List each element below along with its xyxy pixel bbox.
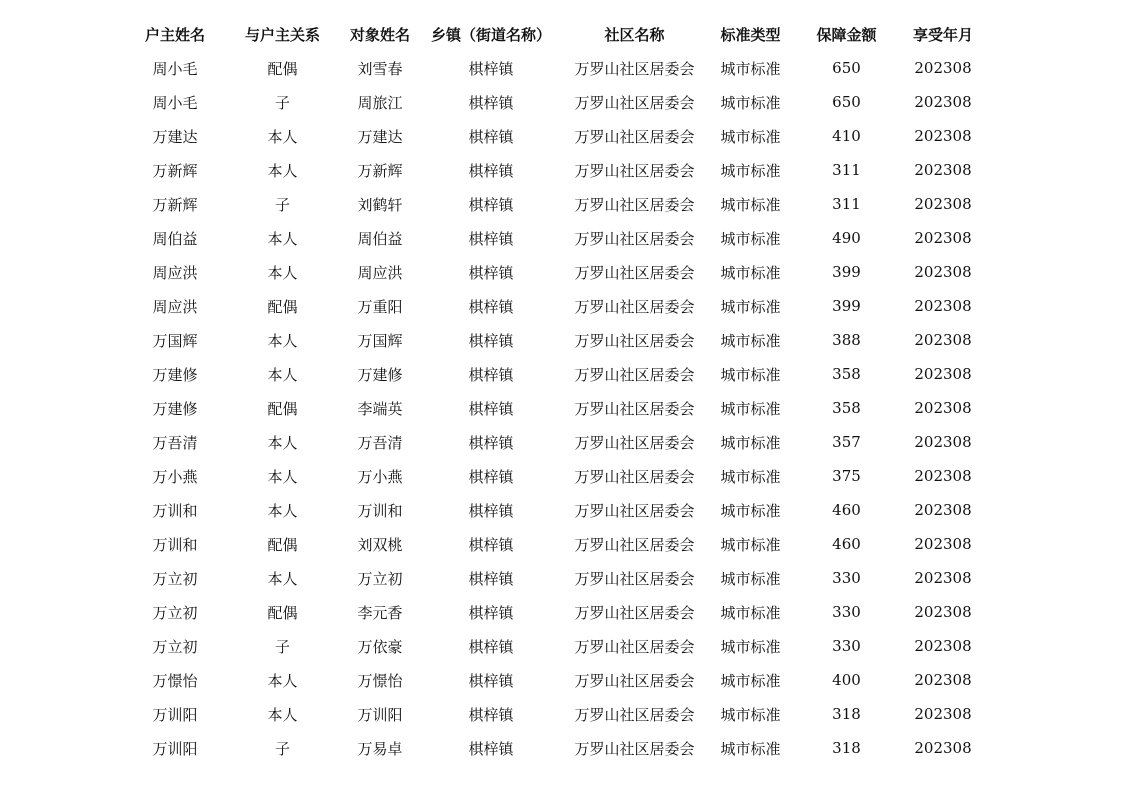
amount-cell: 330 (832, 637, 861, 655)
community-cell: 万罗山社区居委会 (574, 637, 695, 656)
table-row (125, 493, 987, 527)
relationship-cell: 本人 (267, 127, 298, 146)
header-amount: 保障金额 (816, 25, 877, 44)
month-cell: 202308 (914, 399, 972, 417)
amount-cell: 311 (832, 195, 861, 213)
table-row (125, 425, 987, 459)
header-recipient-name: 对象姓名 (349, 25, 410, 44)
document-sheet (125, 17, 987, 765)
householder-name-cell: 周小毛 (152, 93, 198, 112)
table-row (125, 357, 987, 391)
recipient-name-cell: 万训阳 (357, 705, 403, 724)
table-row (125, 323, 987, 357)
amount-cell: 399 (832, 263, 861, 281)
table-row (125, 51, 987, 85)
recipient-name-cell: 李元香 (357, 603, 403, 622)
community-cell: 万罗山社区居委会 (574, 705, 695, 724)
relationship-cell: 本人 (267, 263, 298, 282)
relationship-cell: 配偶 (267, 297, 298, 316)
month-cell: 202308 (914, 229, 972, 247)
recipient-name-cell: 周旅江 (357, 93, 403, 112)
amount-cell: 318 (832, 739, 861, 757)
standard-type-cell: 城市标准 (720, 501, 781, 520)
amount-cell: 460 (832, 501, 861, 519)
recipient-name-cell: 刘雪春 (357, 59, 403, 78)
community-cell: 万罗山社区居委会 (574, 433, 695, 452)
township-cell: 棋梓镇 (468, 671, 514, 690)
amount-cell: 358 (832, 365, 861, 383)
community-cell: 万罗山社区居委会 (574, 467, 695, 486)
householder-name-cell: 万建修 (152, 399, 198, 418)
table-row (125, 561, 987, 595)
table-row (125, 527, 987, 561)
recipient-name-cell: 万易卓 (357, 739, 403, 758)
relationship-cell: 本人 (267, 501, 298, 520)
community-cell: 万罗山社区居委会 (574, 535, 695, 554)
table-row (125, 731, 987, 765)
month-cell: 202308 (914, 365, 972, 383)
community-cell: 万罗山社区居委会 (574, 399, 695, 418)
recipient-name-cell: 刘双桃 (357, 535, 403, 554)
township-cell: 棋梓镇 (468, 603, 514, 622)
township-cell: 棋梓镇 (468, 229, 514, 248)
recipient-name-cell: 万建修 (357, 365, 403, 384)
standard-type-cell: 城市标准 (720, 399, 781, 418)
relationship-cell: 配偶 (267, 59, 298, 78)
month-cell: 202308 (914, 59, 972, 77)
householder-name-cell: 周小毛 (152, 59, 198, 78)
standard-type-cell: 城市标准 (720, 161, 781, 180)
community-cell: 万罗山社区居委会 (574, 195, 695, 214)
table-row (125, 663, 987, 697)
table-row (125, 85, 987, 119)
amount-cell: 650 (832, 93, 861, 111)
recipient-name-cell: 周伯益 (357, 229, 403, 248)
relationship-cell: 子 (274, 637, 290, 656)
relationship-cell: 本人 (267, 467, 298, 486)
householder-name-cell: 万训阳 (152, 705, 198, 724)
standard-type-cell: 城市标准 (720, 297, 781, 316)
standard-type-cell: 城市标准 (720, 195, 781, 214)
month-cell: 202308 (914, 671, 972, 689)
relationship-cell: 本人 (267, 705, 298, 724)
community-cell: 万罗山社区居委会 (574, 297, 695, 316)
recipient-name-cell: 万小燕 (357, 467, 403, 486)
community-cell: 万罗山社区居委会 (574, 93, 695, 112)
relationship-cell: 子 (274, 195, 290, 214)
standard-type-cell: 城市标准 (720, 603, 781, 622)
community-cell: 万罗山社区居委会 (574, 331, 695, 350)
table-row (125, 119, 987, 153)
table-row (125, 391, 987, 425)
relationship-cell: 本人 (267, 365, 298, 384)
month-cell: 202308 (914, 603, 972, 621)
recipient-name-cell: 万国辉 (357, 331, 403, 350)
householder-name-cell: 万吾清 (152, 433, 198, 452)
community-cell: 万罗山社区居委会 (574, 127, 695, 146)
householder-name-cell: 万训阳 (152, 739, 198, 758)
table-row (125, 289, 987, 323)
householder-name-cell: 万国辉 (152, 331, 198, 350)
recipient-name-cell: 万新辉 (357, 161, 403, 180)
community-cell: 万罗山社区居委会 (574, 739, 695, 758)
township-cell: 棋梓镇 (468, 127, 514, 146)
relationship-cell: 子 (274, 93, 290, 112)
standard-type-cell: 城市标准 (720, 93, 781, 112)
community-cell: 万罗山社区居委会 (574, 603, 695, 622)
township-cell: 棋梓镇 (468, 705, 514, 724)
householder-name-cell: 万立初 (152, 637, 198, 656)
township-cell: 棋梓镇 (468, 161, 514, 180)
township-cell: 棋梓镇 (468, 93, 514, 112)
community-cell: 万罗山社区居委会 (574, 671, 695, 690)
table-row (125, 459, 987, 493)
header-standard-type: 标准类型 (720, 25, 781, 44)
standard-type-cell: 城市标准 (720, 263, 781, 282)
relationship-cell: 本人 (267, 161, 298, 180)
standard-type-cell: 城市标准 (720, 569, 781, 588)
amount-cell: 330 (832, 603, 861, 621)
township-cell: 棋梓镇 (468, 365, 514, 384)
relationship-cell: 本人 (267, 671, 298, 690)
standard-type-cell: 城市标准 (720, 467, 781, 486)
householder-name-cell: 万憬怡 (152, 671, 198, 690)
table-row (125, 255, 987, 289)
township-cell: 棋梓镇 (468, 637, 514, 656)
amount-cell: 410 (832, 127, 861, 145)
month-cell: 202308 (914, 433, 972, 451)
township-cell: 棋梓镇 (468, 739, 514, 758)
householder-name-cell: 万新辉 (152, 195, 198, 214)
recipient-name-cell: 李端英 (357, 399, 403, 418)
relationship-cell: 本人 (267, 433, 298, 452)
householder-name-cell: 周应洪 (152, 263, 198, 282)
amount-cell: 311 (832, 161, 861, 179)
standard-type-cell: 城市标准 (720, 365, 781, 384)
standard-type-cell: 城市标准 (720, 331, 781, 350)
householder-name-cell: 万训和 (152, 501, 198, 520)
householder-name-cell: 周应洪 (152, 297, 198, 316)
community-cell: 万罗山社区居委会 (574, 59, 695, 78)
standard-type-cell: 城市标准 (720, 127, 781, 146)
relationship-cell: 本人 (267, 229, 298, 248)
relationship-cell: 配偶 (267, 535, 298, 554)
header-month: 享受年月 (912, 25, 973, 44)
householder-name-cell: 周伯益 (152, 229, 198, 248)
township-cell: 棋梓镇 (468, 535, 514, 554)
month-cell: 202308 (914, 297, 972, 315)
table-row (125, 153, 987, 187)
recipient-name-cell: 万重阳 (357, 297, 403, 316)
recipient-name-cell: 万训和 (357, 501, 403, 520)
assistance-table (125, 17, 987, 765)
amount-cell: 490 (832, 229, 861, 247)
table-row (125, 187, 987, 221)
township-cell: 棋梓镇 (468, 195, 514, 214)
month-cell: 202308 (914, 93, 972, 111)
township-cell: 棋梓镇 (468, 331, 514, 350)
standard-type-cell: 城市标准 (720, 671, 781, 690)
relationship-cell: 本人 (267, 569, 298, 588)
header-householder-name: 户主姓名 (144, 25, 205, 44)
amount-cell: 460 (832, 535, 861, 553)
month-cell: 202308 (914, 535, 972, 553)
month-cell: 202308 (914, 195, 972, 213)
amount-cell: 400 (832, 671, 861, 689)
householder-name-cell: 万立初 (152, 569, 198, 588)
table-row (125, 221, 987, 255)
standard-type-cell: 城市标准 (720, 433, 781, 452)
householder-name-cell: 万建修 (152, 365, 198, 384)
relationship-cell: 配偶 (267, 603, 298, 622)
relationship-cell: 本人 (267, 331, 298, 350)
township-cell: 棋梓镇 (468, 399, 514, 418)
recipient-name-cell: 万立初 (357, 569, 403, 588)
table-row (125, 595, 987, 629)
amount-cell: 318 (832, 705, 861, 723)
table-header-row (125, 17, 987, 51)
amount-cell: 399 (832, 297, 861, 315)
community-cell: 万罗山社区居委会 (574, 501, 695, 520)
community-cell: 万罗山社区居委会 (574, 365, 695, 384)
standard-type-cell: 城市标准 (720, 637, 781, 656)
recipient-name-cell: 周应洪 (357, 263, 403, 282)
township-cell: 棋梓镇 (468, 501, 514, 520)
month-cell: 202308 (914, 501, 972, 519)
standard-type-cell: 城市标准 (720, 535, 781, 554)
amount-cell: 330 (832, 569, 861, 587)
recipient-name-cell: 万吾清 (357, 433, 403, 452)
householder-name-cell: 万训和 (152, 535, 198, 554)
standard-type-cell: 城市标准 (720, 705, 781, 724)
township-cell: 棋梓镇 (468, 297, 514, 316)
recipient-name-cell: 万憬怡 (357, 671, 403, 690)
header-township: 乡镇（街道名称） (430, 25, 551, 44)
amount-cell: 650 (832, 59, 861, 77)
amount-cell: 357 (832, 433, 861, 451)
relationship-cell: 子 (274, 739, 290, 758)
relationship-cell: 配偶 (267, 399, 298, 418)
month-cell: 202308 (914, 739, 972, 757)
householder-name-cell: 万立初 (152, 603, 198, 622)
township-cell: 棋梓镇 (468, 433, 514, 452)
month-cell: 202308 (914, 569, 972, 587)
recipient-name-cell: 刘鹤轩 (357, 195, 403, 214)
header-community: 社区名称 (604, 25, 665, 44)
recipient-name-cell: 万依豪 (357, 637, 403, 656)
township-cell: 棋梓镇 (468, 467, 514, 486)
township-cell: 棋梓镇 (468, 569, 514, 588)
month-cell: 202308 (914, 637, 972, 655)
table-body (125, 51, 987, 765)
table-row (125, 629, 987, 663)
community-cell: 万罗山社区居委会 (574, 263, 695, 282)
amount-cell: 358 (832, 399, 861, 417)
amount-cell: 375 (832, 467, 861, 485)
month-cell: 202308 (914, 161, 972, 179)
month-cell: 202308 (914, 705, 972, 723)
community-cell: 万罗山社区居委会 (574, 161, 695, 180)
header-relationship: 与户主关系 (244, 25, 320, 44)
month-cell: 202308 (914, 331, 972, 349)
month-cell: 202308 (914, 127, 972, 145)
standard-type-cell: 城市标准 (720, 59, 781, 78)
community-cell: 万罗山社区居委会 (574, 229, 695, 248)
township-cell: 棋梓镇 (468, 263, 514, 282)
standard-type-cell: 城市标准 (720, 229, 781, 248)
recipient-name-cell: 万建达 (357, 127, 403, 146)
householder-name-cell: 万建达 (152, 127, 198, 146)
householder-name-cell: 万小燕 (152, 467, 198, 486)
amount-cell: 388 (832, 331, 861, 349)
standard-type-cell: 城市标准 (720, 739, 781, 758)
month-cell: 202308 (914, 263, 972, 281)
township-cell: 棋梓镇 (468, 59, 514, 78)
month-cell: 202308 (914, 467, 972, 485)
community-cell: 万罗山社区居委会 (574, 569, 695, 588)
householder-name-cell: 万新辉 (152, 161, 198, 180)
table-row (125, 697, 987, 731)
